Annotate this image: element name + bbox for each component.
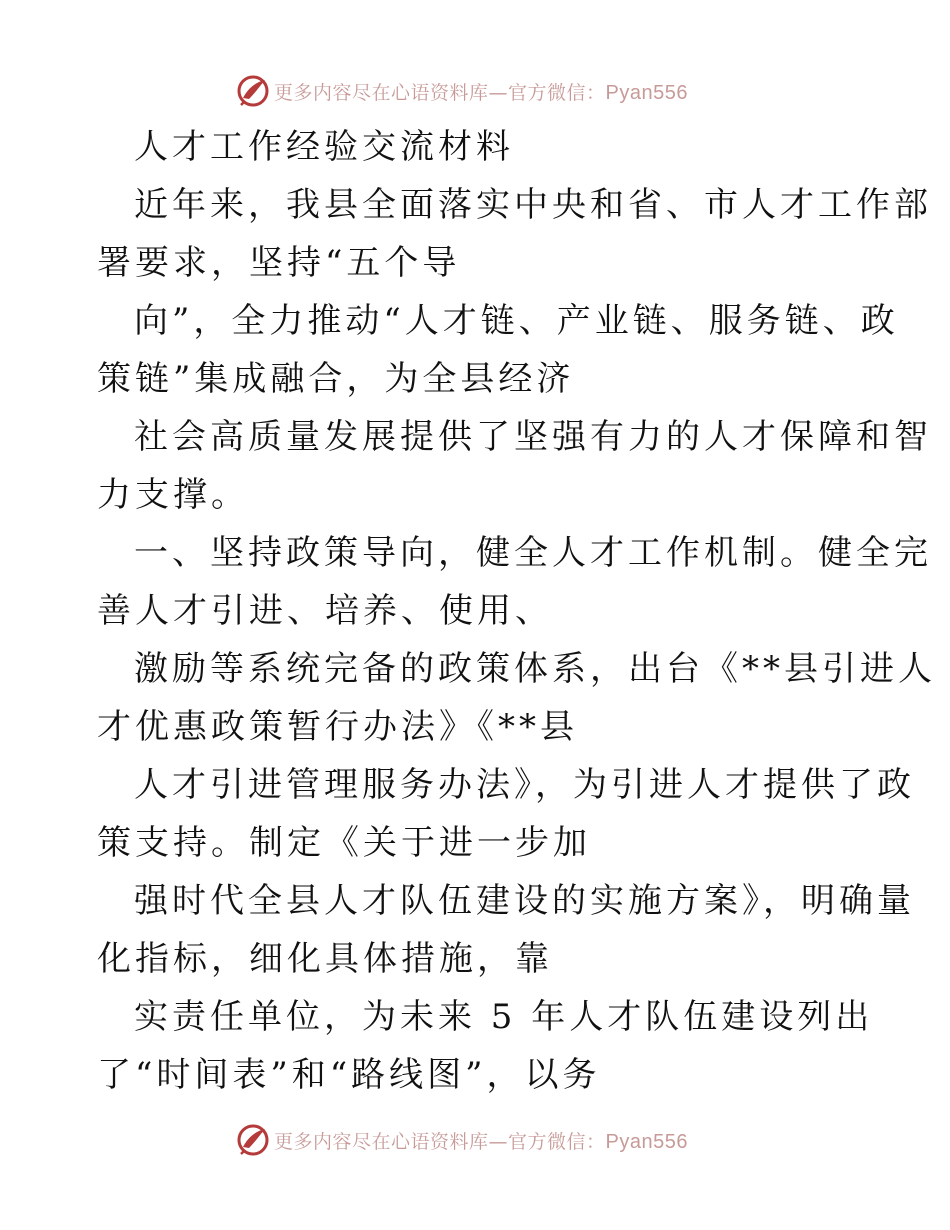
watermark-label: 更多内容尽在心语资料库—官方微信：	[274, 1130, 606, 1153]
watermark-header	[236, 71, 688, 111]
watermark-label: 更多内容尽在心语资料库—官方微信：	[274, 81, 606, 104]
paragraph-line: 善人才引进、培养、使用、	[97, 591, 553, 631]
watermark-handle: Pyan556	[605, 1130, 688, 1153]
watermark-logo-icon	[236, 1123, 270, 1157]
paragraph-line: 强时代全县人才队伍建设的实施方案》，明确量	[134, 881, 915, 921]
watermark-text	[274, 78, 688, 105]
watermark-footer	[236, 1120, 688, 1160]
paragraph-line: 社会高质量发展提供了坚强有力的人才保障和智	[134, 417, 932, 457]
paragraph-line: 化指标，细化具体措施，靠	[97, 939, 553, 979]
paragraph-line: 署要求，坚持“五个导	[97, 243, 461, 283]
paragraph-line: 了“时间表”和“路线图”，以务	[97, 1055, 601, 1095]
paragraph-line: 实责任单位，为未来 5 年人才队伍建设列出	[134, 997, 874, 1037]
paragraph-line: 激励等系统完备的政策体系，出台《**县引进人	[134, 649, 936, 689]
paragraph-line: 人才引进管理服务办法》，为引进人才提供了政	[134, 765, 915, 805]
watermark-logo-icon	[236, 74, 270, 108]
paragraph-line: 向”，全力推动“人才链、产业链、服务链、政	[134, 301, 899, 341]
watermark-text	[274, 1127, 688, 1154]
paragraph-line: 力支撑。	[97, 475, 249, 515]
paragraph-line: 才优惠政策暂行办法》《**县	[97, 707, 578, 747]
section-heading-line: 一、坚持政策导向，健全人才工作机制。健全完	[134, 533, 932, 573]
paragraph-line: 策链”集成融合，为全县经济	[97, 359, 575, 399]
document-title: 人才工作经验交流材料	[134, 127, 514, 167]
paragraph-line: 近年来，我县全面落实中央和省、市人才工作部	[134, 185, 932, 225]
watermark-handle: Pyan556	[605, 81, 688, 104]
paragraph-line: 策支持。制定《关于进一步加	[97, 823, 591, 863]
